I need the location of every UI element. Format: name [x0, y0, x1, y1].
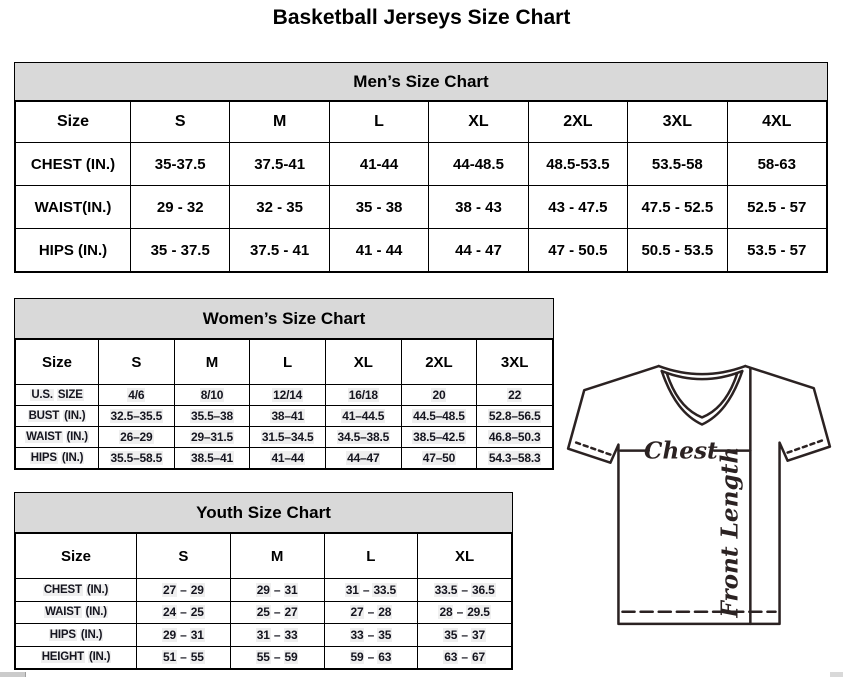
highlighted-value: 27 [163, 582, 176, 597]
size-value-cell [325, 406, 401, 427]
highlighted-value: (IN.) [85, 606, 107, 619]
highlighted-value: 52.8–56.5 [488, 409, 541, 423]
size-value-cell: 25 – 27 [230, 601, 324, 624]
row-label [16, 601, 137, 624]
highlighted-value: 35 [444, 627, 458, 642]
horizontal-scrollbar[interactable] [0, 671, 843, 679]
highlighted-value: HIPS [49, 628, 76, 641]
size-value-cell [99, 385, 175, 406]
column-header: XL [325, 340, 401, 385]
highlighted-value: 54.3–58.3 [488, 451, 541, 465]
column-header: Size [16, 102, 131, 143]
jersey-diagram-svg [556, 356, 842, 648]
highlighted-value: 4/6 [128, 388, 145, 402]
size-value-cell: 41 - 44 [329, 229, 428, 272]
highlighted-value: 29.5 [467, 605, 490, 620]
highlighted-value: HIPS [30, 452, 57, 464]
size-value-cell: 33 – 35 [324, 624, 418, 647]
table-row [16, 385, 553, 406]
highlighted-value: 8/10 [200, 388, 224, 402]
size-value-cell [477, 427, 553, 448]
size-value-cell: 41-44 [329, 143, 428, 186]
womens-size-chart [14, 298, 554, 470]
scrollbar-right-button[interactable] [830, 672, 843, 677]
size-value-cell: 58-63 [727, 143, 826, 186]
row-label: CHEST (IN.) [16, 143, 131, 186]
highlighted-value: (IN.) [61, 452, 84, 464]
size-value-cell: 44 - 47 [429, 229, 528, 272]
highlighted-value: 41–44 [271, 451, 304, 465]
youth-chart-title: Youth Size Chart [15, 493, 512, 533]
table-row [16, 601, 512, 624]
highlighted-value: 29 [190, 582, 204, 597]
column-header: M [174, 340, 250, 385]
highlighted-value: 32.5–35.5 [110, 409, 163, 423]
size-value-cell: 47.5 - 52.5 [628, 186, 727, 229]
highlighted-value: 33.5 [373, 582, 397, 597]
highlighted-value: 59 [350, 650, 364, 665]
size-value-cell: 35-37.5 [131, 143, 230, 186]
column-header: L [250, 340, 326, 385]
chest-label: Chest [644, 437, 718, 465]
table-row [16, 448, 553, 469]
highlighted-value: 35 [378, 627, 392, 642]
highlighted-value: 28 [439, 605, 453, 620]
size-value-cell [325, 385, 401, 406]
size-value-cell: 38 - 43 [429, 186, 528, 229]
highlighted-value: 12/14 [273, 388, 303, 402]
highlighted-value: 25 [256, 605, 270, 620]
size-value-cell [477, 448, 553, 469]
size-value-cell [401, 406, 477, 427]
size-value-cell [174, 427, 250, 448]
size-value-cell: 55 – 59 [230, 646, 324, 669]
highlighted-value: 38.5–42.5 [413, 430, 465, 444]
highlighted-value: 29–31.5 [190, 430, 233, 444]
highlighted-value: 33 [350, 627, 364, 642]
youth-size-chart [14, 492, 513, 670]
size-value-cell [174, 385, 250, 406]
highlighted-value: 28 [378, 605, 392, 620]
size-value-cell: 35 - 37.5 [131, 229, 230, 272]
column-header: XL [429, 102, 528, 143]
size-value-cell: 53.5-58 [628, 143, 727, 186]
highlighted-value: WAIST [26, 431, 62, 443]
highlighted-value: 63 [444, 650, 458, 665]
row-label [16, 448, 99, 469]
size-value-cell: 28 – 29.5 [418, 601, 512, 624]
size-value-cell: 37.5-41 [230, 143, 329, 186]
column-header: 2XL [528, 102, 627, 143]
column-header: M [230, 102, 329, 143]
column-header: 3XL [477, 340, 553, 385]
table-row [16, 229, 827, 272]
highlighted-value: 29 [163, 627, 176, 642]
column-header: 2XL [401, 340, 477, 385]
size-value-cell [250, 406, 326, 427]
table-row [16, 646, 512, 669]
size-value-cell: 50.5 - 53.5 [628, 229, 727, 272]
size-value-cell [401, 427, 477, 448]
highlighted-value: 31.5–34.5 [261, 430, 314, 444]
highlighted-value: 20 [432, 388, 446, 402]
highlighted-value: (IN.) [88, 651, 111, 664]
highlighted-value: 31 [256, 627, 270, 642]
table-row [16, 624, 512, 647]
row-label [16, 406, 99, 427]
highlighted-value: (IN.) [80, 628, 103, 641]
size-value-cell: 43 - 47.5 [528, 186, 627, 229]
highlighted-value: 31 [190, 627, 204, 642]
highlighted-value: U.S. [31, 389, 53, 401]
highlighted-value: 59 [284, 650, 298, 665]
highlighted-value: 31 [345, 582, 359, 597]
highlighted-value: 24 [163, 605, 176, 620]
size-value-cell [325, 427, 401, 448]
highlighted-value: 33.5 [434, 582, 458, 597]
size-value-cell: 37.5 - 41 [230, 229, 329, 272]
size-value-cell: 24 – 25 [137, 601, 231, 624]
highlighted-value: 25 [190, 605, 204, 620]
highlighted-value: 29 [256, 582, 270, 597]
highlighted-value: 51 [163, 650, 176, 665]
highlighted-value: 37 [472, 627, 485, 642]
row-label [16, 385, 99, 406]
size-value-cell: 31 – 33.5 [324, 579, 418, 602]
table-row [16, 143, 827, 186]
size-value-cell [325, 448, 401, 469]
column-header: M [230, 534, 324, 579]
row-label [16, 624, 137, 647]
size-value-cell: 63 – 67 [418, 646, 512, 669]
highlighted-value: 26–29 [120, 430, 153, 444]
front-length-label: Front Length [716, 446, 744, 618]
size-value-cell [250, 448, 326, 469]
size-value-cell: 29 - 32 [131, 186, 230, 229]
highlighted-value: 31 [284, 582, 298, 597]
column-header: S [99, 340, 175, 385]
size-value-cell: 35 – 37 [418, 624, 512, 647]
highlighted-value: 41–44.5 [342, 409, 385, 423]
size-value-cell: 27 – 28 [324, 601, 418, 624]
column-header: Size [16, 534, 137, 579]
size-value-cell [99, 448, 175, 469]
highlighted-value: 55 [190, 650, 204, 665]
column-header: 3XL [628, 102, 727, 143]
highlighted-value: BUST [28, 410, 60, 422]
row-label: WAIST(IN.) [16, 186, 131, 229]
highlighted-value: 38–41 [271, 409, 304, 423]
highlighted-value: 35.5–38 [190, 409, 233, 423]
jersey-outline [568, 366, 830, 624]
highlighted-value: HEIGHT [41, 651, 84, 664]
size-value-cell: 29 – 31 [137, 624, 231, 647]
header-row [16, 340, 553, 385]
size-value-cell: 59 – 63 [324, 646, 418, 669]
highlighted-value: 67 [472, 650, 485, 665]
womens-size-table [15, 339, 553, 469]
highlighted-value: 22 [508, 388, 522, 402]
column-header: L [324, 534, 418, 579]
size-value-cell: 52.5 - 57 [727, 186, 826, 229]
size-value-cell [250, 385, 326, 406]
size-value-cell [99, 427, 175, 448]
highlighted-value: 27 [350, 605, 364, 620]
highlighted-value: 35.5–58.5 [110, 451, 163, 465]
highlighted-value: CHEST [43, 583, 82, 596]
highlighted-value: WAIST [45, 606, 81, 619]
womens-chart-title: Women’s Size Chart [15, 299, 553, 339]
size-value-cell: 48.5-53.5 [528, 143, 627, 186]
row-label [16, 579, 137, 602]
table-row [16, 406, 553, 427]
size-value-cell: 51 – 55 [137, 646, 231, 669]
highlighted-value: 27 [284, 605, 298, 620]
column-header: Size [16, 340, 99, 385]
header-row [16, 102, 827, 143]
collar-band-outer [659, 366, 746, 374]
mens-size-chart [14, 62, 828, 273]
table-row [16, 427, 553, 448]
size-value-cell: 33.5 – 36.5 [418, 579, 512, 602]
highlighted-value: 36.5 [472, 582, 495, 597]
youth-size-table [15, 533, 512, 669]
highlighted-value: 34.5–38.5 [337, 430, 390, 444]
size-value-cell [250, 427, 326, 448]
page-title: Basketball Jerseys Size Chart [272, 6, 571, 29]
column-header: L [329, 102, 428, 143]
row-label [16, 427, 99, 448]
size-value-cell [401, 448, 477, 469]
highlighted-value: 44–47 [347, 451, 380, 465]
column-header: XL [418, 534, 512, 579]
scrollbar-thumb[interactable] [0, 672, 26, 677]
table-row [16, 579, 512, 602]
column-header: S [131, 102, 230, 143]
highlighted-value: 46.8–50.3 [488, 430, 541, 444]
highlighted-value: 63 [378, 650, 392, 665]
column-header: 4XL [727, 102, 826, 143]
mens-chart-title: Men’s Size Chart [15, 63, 827, 101]
highlighted-value: 55 [256, 650, 270, 665]
table-row [16, 186, 827, 229]
size-value-cell: 35 - 38 [329, 186, 428, 229]
size-value-cell: 31 – 33 [230, 624, 324, 647]
size-value-cell [477, 406, 553, 427]
highlighted-value: (IN.) [64, 410, 86, 422]
highlighted-value: 44.5–48.5 [413, 409, 465, 423]
highlighted-value: 47–50 [422, 451, 456, 465]
row-label: HIPS (IN.) [16, 229, 131, 272]
highlighted-value: (IN.) [86, 583, 109, 596]
highlighted-value: 38.5–41 [190, 451, 233, 465]
mens-size-table [15, 101, 827, 272]
size-value-cell [174, 406, 250, 427]
highlighted-value: 33 [284, 627, 298, 642]
size-value-cell [477, 385, 553, 406]
size-value-cell [401, 385, 477, 406]
size-value-cell: 53.5 - 57 [727, 229, 826, 272]
row-label [16, 646, 137, 669]
size-value-cell [174, 448, 250, 469]
size-value-cell [99, 406, 175, 427]
jersey-measurement-diagram [556, 356, 842, 648]
size-value-cell: 27 – 29 [137, 579, 231, 602]
highlighted-value: (IN.) [66, 431, 88, 443]
size-value-cell: 44-48.5 [429, 143, 528, 186]
size-value-cell: 47 - 50.5 [528, 229, 627, 272]
header-row [16, 534, 512, 579]
column-header: S [137, 534, 231, 579]
highlighted-value: SIZE [57, 389, 83, 401]
size-value-cell: 32 - 35 [230, 186, 329, 229]
size-value-cell: 29 – 31 [230, 579, 324, 602]
highlighted-value: 16/18 [348, 388, 378, 402]
